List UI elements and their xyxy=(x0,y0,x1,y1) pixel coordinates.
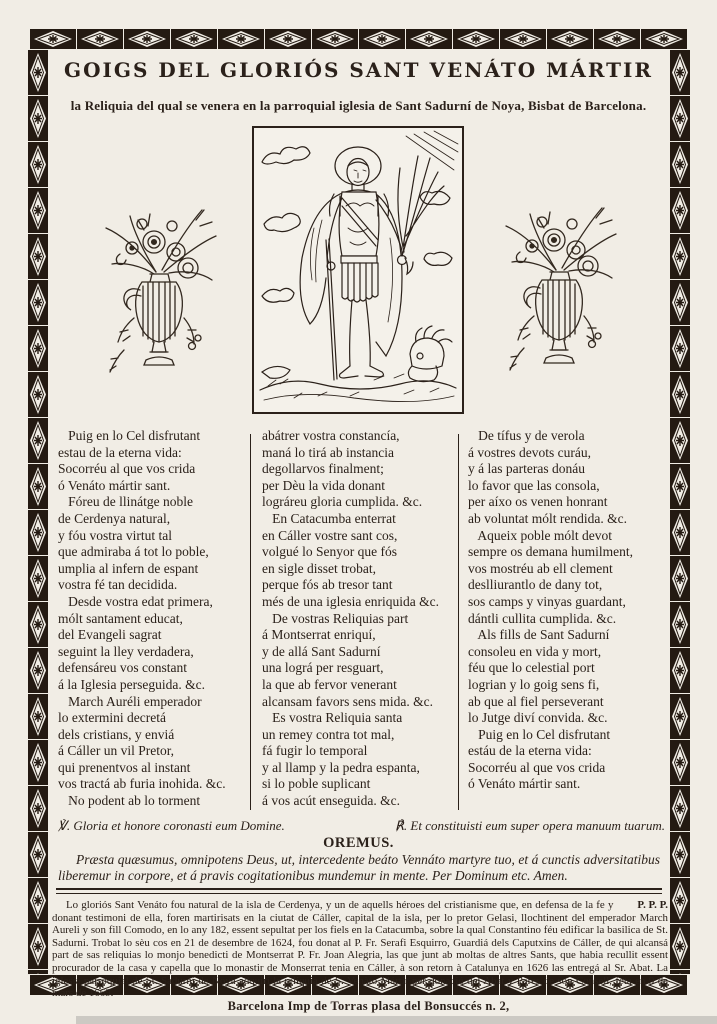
verse-line: De vostras Reliquias part xyxy=(262,610,409,626)
verse-line: á Cáller un vil Pretor, xyxy=(58,743,175,759)
verse-line: Als fills de Sant Sadurní xyxy=(468,627,610,643)
border-diamond-tile xyxy=(594,29,640,49)
verse-line: en sigle disset trobat, xyxy=(262,560,376,576)
verse-line: del Evangeli sagrat xyxy=(58,627,162,643)
verse-line: si lo poble suplicant xyxy=(262,776,371,792)
ornamental-border-top xyxy=(30,29,688,49)
verse-line: ab voluntat mólt rendida. &c. xyxy=(468,510,627,526)
border-diamond-tile xyxy=(670,970,690,974)
verse-line: y fóu vostra virtut tal xyxy=(58,527,172,543)
border-diamond-tile xyxy=(670,924,690,969)
verse-line: més de una iglesia enriquida &c. xyxy=(262,593,439,609)
flower-vase-icon xyxy=(84,190,234,395)
verse-line: maná lo tirá ab instancia xyxy=(262,444,394,460)
scan-edge-artifact xyxy=(76,1016,717,1024)
border-diamond-tile xyxy=(28,464,48,509)
verse-line: á vos acút enseguida. &c. xyxy=(262,793,400,809)
latin-prayer: Præsta quæsumus, omnipotens Deus, ut, intercedente beáto Vennáto martyre tuo, et á cunctis adversitatibus liberemur in corpore, et á pravis cogitationibus mundemur in mente. Per Dominum etc. Amen. xyxy=(58,852,660,883)
verse-line: sos camps y vinyas guardant, xyxy=(468,593,626,609)
border-diamond-tile xyxy=(28,556,48,601)
flower-vase-left-illustration xyxy=(84,190,234,395)
versicle-response-row xyxy=(58,818,665,834)
border-diamond-tile xyxy=(28,602,48,647)
verse-line: que admiraba á tot lo poble, xyxy=(58,544,209,560)
border-diamond-tile xyxy=(359,29,405,49)
border-diamond-tile xyxy=(28,280,48,325)
oremus-heading: OREMUS. xyxy=(323,835,394,851)
border-diamond-tile xyxy=(265,29,311,49)
border-diamond-tile xyxy=(28,740,48,785)
verse-line: ó Venáto mártir sant. xyxy=(58,477,171,493)
page-subtitle: la Reliquia del qual se venera en la parroquial iglesia de Sant Sadurní de Noya, Bisbat de Barcelona. xyxy=(70,98,647,113)
verse-line: una lográ per resguart, xyxy=(262,660,384,676)
response-text: ℟. Et constituisti eum super opera manuum tuarum. xyxy=(395,818,665,833)
verse-line: seguint la lley verdadera, xyxy=(58,643,194,659)
verse-line: vos mostréu ab ell clement xyxy=(468,560,613,576)
verse-line: perque fós ab tresor tant xyxy=(262,577,393,593)
verse-line: vostra fé tan decidida. xyxy=(58,577,178,593)
verse-line: estau de la eterna vida: xyxy=(58,444,182,460)
border-diamond-tile xyxy=(670,648,690,693)
verse-line: fá fugir lo temporal xyxy=(262,743,368,759)
border-diamond-tile xyxy=(28,694,48,739)
verse-line: dántli cullita cumplida. &c. xyxy=(468,610,617,626)
verse-line: lo extermini decretá xyxy=(58,710,166,726)
verse-line: Socorréu al que vos crida xyxy=(58,461,196,477)
verse-line: qui prenentvos al instant xyxy=(58,759,191,775)
flower-vase-right-illustration xyxy=(484,188,634,393)
border-diamond-tile xyxy=(670,326,690,371)
verse-line: Puig en lo Cel disfrutant xyxy=(468,726,611,742)
verse-line: dels cristians, y enviá xyxy=(58,726,175,742)
border-diamond-tile xyxy=(28,510,48,555)
verse-line: Fóreu de llinátge noble xyxy=(58,494,193,510)
border-diamond-tile xyxy=(670,418,690,463)
verse-line: logrian y lo goig sens fi, xyxy=(468,676,600,692)
border-diamond-tile xyxy=(641,29,687,49)
verse-line: á vostres devots curáu, xyxy=(468,444,591,460)
border-diamond-tile xyxy=(28,648,48,693)
verse-line: y á las parteras donáu xyxy=(468,461,585,477)
verse-line: estáu de la eterna vida: xyxy=(468,743,592,759)
border-diamond-tile xyxy=(670,280,690,325)
verse-line: lo favor que las consola, xyxy=(468,477,600,493)
verse-line: féu que lo celestial port xyxy=(468,660,595,676)
border-diamond-tile xyxy=(28,418,48,463)
border-diamond-tile xyxy=(28,924,48,969)
border-diamond-tile xyxy=(670,740,690,785)
historical-note-text: Lo gloriós Sant Venáto fou natural de la isla de Cerdenya, y un de aquells héroes del cristianisme que, en defensa de la fe y donant testimoni de ella, foren martirisats en la ciutat de Cáller, capital de la isla, per lo pretor Gelasi, llochtinent del emperador March Aureli y son fill Comodo, en lo any 182, essent sepultat per los fiels en la Catacumba, sobre la qual Constantino féu edificar la basilica de St. Sadurni. Trobat lo sèu cos en 21 de desembre de 1624, fou donat al P. Fr. Serafi Esquirro, Guardiá dels Caputxins de Cáller, de qui alcansá part de sas reliquias lo monjo benedicti de Montserrat P. Fr. Joan Alegria, las que junt ab moltas de altres Sants, que habia recullit essent procurador de la casa y capella que lo monastir de Monserrat tenia en Cáller, à son retorn à Catalunya en 1626 las entregá al Sr. Abat. La iglesia parroquial de St. Sadurní de Noya adquirí la reliquia de S. Venàto Mártir per donació del Abat y Pares de son Consell, feta en 9 de mars de 1669. xyxy=(52,899,668,1000)
verse-line: per aíxo os venen honrant xyxy=(468,494,608,510)
border-diamond-tile xyxy=(453,29,499,49)
verse-line: March Auréli emperador xyxy=(58,693,202,709)
border-diamond-tile xyxy=(670,556,690,601)
border-diamond-tile xyxy=(28,142,48,187)
verse-line: deslliurantlo de dany tot, xyxy=(468,577,603,593)
saint-venato-woodcut xyxy=(252,126,464,414)
border-diamond-tile xyxy=(670,188,690,233)
verse-line: volgué lo Senyor que fós xyxy=(262,544,397,560)
verse-line: de Cerdenya natural, xyxy=(58,510,171,526)
border-diamond-tile xyxy=(28,786,48,831)
verse-line: alcansam favors sens mida. &c. xyxy=(262,693,433,709)
border-diamond-tile xyxy=(28,326,48,371)
border-diamond-tile xyxy=(28,970,48,974)
border-diamond-tile xyxy=(670,602,690,647)
border-diamond-tile xyxy=(500,29,546,49)
verse-line: lográreu gloria cumplida. &c. xyxy=(262,494,423,510)
double-rule-divider xyxy=(56,888,662,894)
border-diamond-tile xyxy=(124,29,170,49)
historical-note xyxy=(52,899,668,1000)
border-diamond-tile xyxy=(670,878,690,923)
border-diamond-tile xyxy=(670,372,690,417)
border-diamond-tile xyxy=(670,510,690,555)
verse-line: y de allá Sant Sadurní xyxy=(262,643,381,659)
border-diamond-tile xyxy=(670,234,690,279)
verse-line: Socorréu al que vos crida xyxy=(468,759,606,775)
border-diamond-tile xyxy=(77,29,123,49)
verse-line: Aqueix poble mólt devot xyxy=(468,527,612,543)
verse-line: vos tractá ab furia inohida. &c. xyxy=(58,776,226,792)
flower-vase-icon xyxy=(484,188,634,393)
verse-line: en Cáller vostre sant cos, xyxy=(262,527,398,543)
verse-line: defensáreu vos constant xyxy=(58,660,187,676)
page-title: GOIGS DEL GLORIÓS SANT VENÁTO MÁRTIR xyxy=(64,58,653,82)
border-diamond-tile xyxy=(670,694,690,739)
verse-line: lo Jutge diví convida. &c. xyxy=(468,710,608,726)
verse-line: Es vostra Reliquia santa xyxy=(262,710,403,726)
border-diamond-tile xyxy=(670,464,690,509)
verse-line: Desde vostra edat primera, xyxy=(58,593,213,609)
verse-line: á Montserrat enriquí, xyxy=(262,627,376,643)
verse-line: mólt santament educat, xyxy=(58,610,183,626)
verse-line: ab que al fiel perseverant xyxy=(468,693,604,709)
verse-line: sempre os demana humilment, xyxy=(468,544,633,560)
verse-line: umplia al infern de espant xyxy=(58,560,199,576)
verse-line: un remey contra tot mal, xyxy=(262,726,395,742)
verse-line: la que ab fervor venerant xyxy=(262,676,397,692)
verse-line: consoleu en vida y mort, xyxy=(468,643,602,659)
verse-column-1 xyxy=(58,428,246,810)
border-diamond-tile xyxy=(547,29,593,49)
verse-line: No podent ab lo torment xyxy=(58,793,201,809)
column-divider-2 xyxy=(458,434,459,810)
column-divider-1 xyxy=(250,434,251,810)
initials-signature: P. P. P. xyxy=(637,899,668,911)
border-diamond-tile xyxy=(406,29,452,49)
border-diamond-tile xyxy=(28,234,48,279)
border-diamond-tile xyxy=(28,878,48,923)
verse-line: ó Venáto mártir sant. xyxy=(468,776,581,792)
verse-line: Puig en lo Cel disfrutant xyxy=(58,428,201,443)
border-diamond-tile xyxy=(28,372,48,417)
border-diamond-tile xyxy=(670,786,690,831)
verse-line: abátrer vostra constancía, xyxy=(262,428,400,443)
border-diamond-tile xyxy=(218,29,264,49)
verse-line: y al llamp y la pedra espanta, xyxy=(262,759,420,775)
printer-imprint: Barcelona Imp de Torras plasa del Bonsuccés n. 2, xyxy=(227,999,510,1013)
border-diamond-tile xyxy=(171,29,217,49)
verse-line: En Catacumba enterrat xyxy=(262,510,396,526)
verse-line: degollarvos finalment; xyxy=(262,461,384,477)
versicle-text: ℣. Gloria et honore coronasti eum Domine. xyxy=(58,818,285,833)
border-diamond-tile xyxy=(30,29,76,49)
border-diamond-tile xyxy=(312,29,358,49)
saint-woodcut-icon xyxy=(254,128,462,412)
verse-line: per Dèu la vida donant xyxy=(262,477,385,493)
border-diamond-tile xyxy=(28,188,48,233)
verse-line: á la Iglesia perseguida. &c. xyxy=(58,676,205,692)
border-diamond-tile xyxy=(670,142,690,187)
verse-line: De tífus y de verola xyxy=(468,428,585,443)
verse-column-2 xyxy=(262,428,454,810)
verse-column-3 xyxy=(468,428,666,793)
